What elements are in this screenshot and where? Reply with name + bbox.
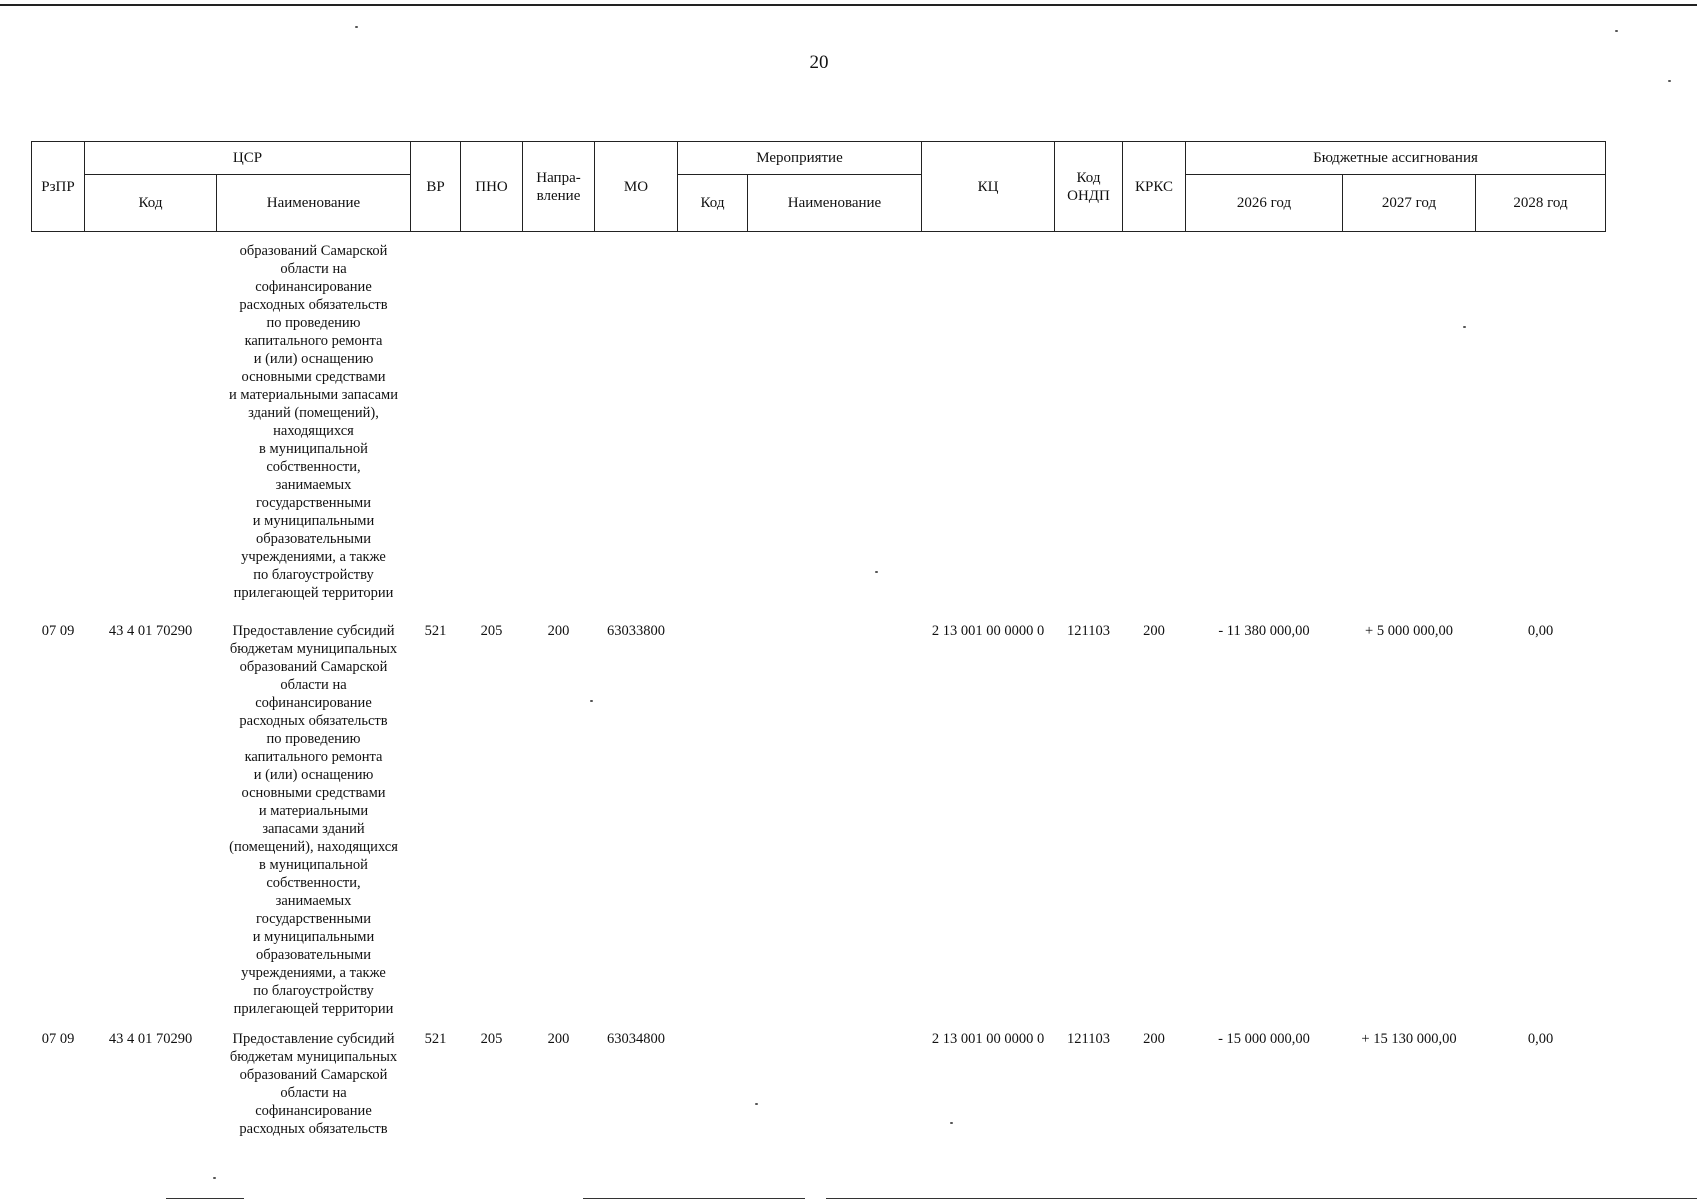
header-year-2027: 2027 год xyxy=(1343,175,1476,232)
cell-pno: 205 xyxy=(480,1031,503,1047)
header-rzpr: РзПР xyxy=(32,142,85,232)
bottom-rule xyxy=(583,1198,805,1199)
cell-csr-name: Предоставление субсидий бюджетам муниципальных образований Самарской области на софинансирование расходных обязательств xyxy=(229,1031,398,1137)
header-csr: ЦСР xyxy=(85,142,411,175)
table-row xyxy=(32,612,1606,1020)
cell-krks: 200 xyxy=(1143,1031,1165,1047)
header-event: Мероприятие xyxy=(678,142,922,175)
header-mo: МО xyxy=(595,142,678,232)
cell-vr: 521 xyxy=(424,623,447,639)
cell-ondp: 121103 xyxy=(1067,1031,1110,1047)
cell-event-name xyxy=(748,1020,922,1170)
cell-year-2028: 0,00 xyxy=(1527,1031,1554,1047)
header-year-2026: 2026 год xyxy=(1186,175,1343,232)
page-number: 20 xyxy=(809,52,829,73)
cell-pno: 205 xyxy=(480,623,503,639)
cell-direction: 200 xyxy=(547,1031,570,1047)
header-budget: Бюджетные ассигнования xyxy=(1186,142,1606,175)
budget-allocations-table xyxy=(31,141,1606,1170)
header-krks: КРКС xyxy=(1123,142,1186,232)
table-header xyxy=(32,142,1606,232)
header-year-2028: 2028 год xyxy=(1476,175,1606,232)
cell-ondp: 121103 xyxy=(1067,623,1110,639)
bottom-rule xyxy=(826,1198,1697,1199)
cell-year-2027: + 15 130 000,00 xyxy=(1361,1031,1457,1047)
table-row xyxy=(32,1020,1606,1170)
table-row-continuation xyxy=(32,232,1606,613)
cell-kc: 2 13 001 00 0000 0 xyxy=(931,1031,1045,1047)
cell-rzpr: 07 09 xyxy=(41,1031,75,1047)
cell-direction: 200 xyxy=(547,623,570,639)
header-vr: ВР xyxy=(411,142,461,232)
header-pno: ПНО xyxy=(461,142,523,232)
cell-csr-name: Предоставление субсидий бюджетам муниципальных образований Самарской области на софинансирование расходных обязательств по проведению капитального ремонта и (или) оснащению основными средствами и материальными запасами зданий (помещений), находящихся в муниципальной собственности, занимаемых государственными и муниципальными образовательными учреждениями, а также по благоустройству прилегающей территории xyxy=(229,623,398,1017)
header-csr-code: Код xyxy=(85,175,217,232)
cell-mo: 63033800 xyxy=(607,623,665,639)
cell-year-2026: - 15 000 000,00 xyxy=(1218,1031,1310,1047)
cell-event-code xyxy=(678,1020,748,1170)
cell-mo: 63034800 xyxy=(607,1031,665,1047)
cell-csr-code: 43 4 01 70290 xyxy=(108,1031,193,1047)
scan-speck xyxy=(355,26,358,28)
cell-event-code xyxy=(678,612,748,1020)
header-event-code: Код xyxy=(678,175,748,232)
header-kc: КЦ xyxy=(922,142,1055,232)
scan-speck xyxy=(875,571,878,573)
scan-speck xyxy=(1463,326,1466,328)
header-ondp: Код ОНДП xyxy=(1055,142,1123,232)
cell-year-2026: - 11 380 000,00 xyxy=(1218,623,1310,639)
cell-year-2028: 0,00 xyxy=(1527,623,1554,639)
scan-speck xyxy=(213,1177,216,1179)
top-rule xyxy=(0,4,1697,6)
header-csr-name: Наименование xyxy=(217,175,411,232)
header-direction: Напра- вление xyxy=(523,142,595,232)
cell-csr-code: 43 4 01 70290 xyxy=(108,623,193,639)
cell-kc: 2 13 001 00 0000 0 xyxy=(931,623,1045,639)
scan-speck xyxy=(1615,30,1618,32)
bottom-rule xyxy=(166,1198,244,1199)
header-event-name: Наименование xyxy=(748,175,922,232)
cell-rzpr: 07 09 xyxy=(41,623,75,639)
scan-speck xyxy=(950,1122,953,1124)
scan-speck xyxy=(590,700,593,702)
continuation-name-cell: образований Самарской области на софинансирование расходных обязательств по проведению капитального ремонта и (или) оснащению основными средствами и материальными запасами зданий (помещений), находящихся в муниципальной собственности, занимаемых государственными и муниципальными образовательными учреждениями, а также по благоустройству прилегающей территории xyxy=(229,243,398,601)
scan-speck xyxy=(1668,80,1671,82)
scan-speck xyxy=(755,1103,758,1105)
cell-event-name xyxy=(748,612,922,1020)
table-body xyxy=(32,232,1606,1171)
cell-krks: 200 xyxy=(1143,623,1165,639)
cell-vr: 521 xyxy=(424,1031,447,1047)
cell-year-2027: + 5 000 000,00 xyxy=(1365,623,1453,639)
